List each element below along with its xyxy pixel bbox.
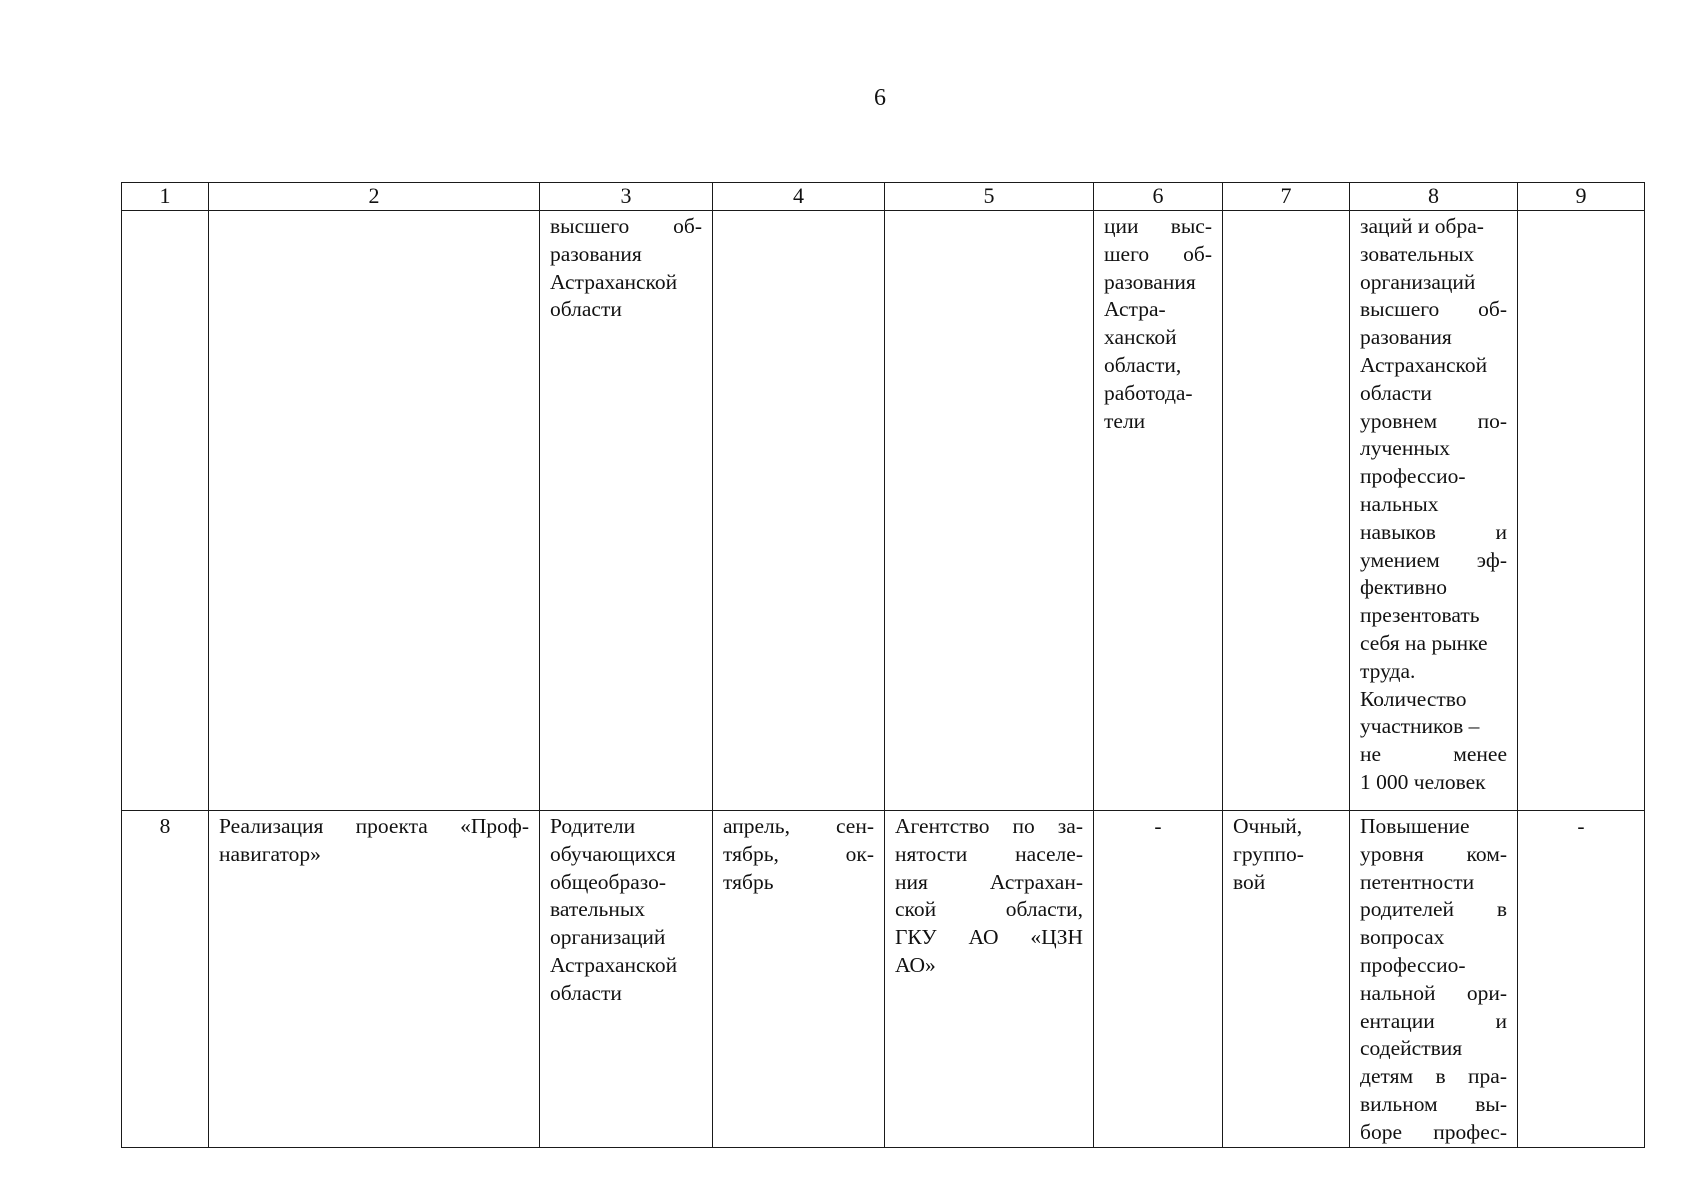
text-line: родителей в [1360,897,1507,922]
text-line: навигатор» [219,841,321,866]
text-line: Астра- [1104,297,1166,322]
continued-cell-participants [540,211,713,811]
table-row-continued [122,211,1645,811]
column-number-header-row [122,183,1645,211]
text-line: АО» [895,952,936,977]
text-line: лученных [1360,436,1451,461]
continued-cell-col6 [1094,211,1223,811]
text-line: вопросах [1360,925,1445,950]
continued-cell-executors [885,211,1094,811]
text-line: нятости населе- [895,841,1083,866]
row-8-number: 8 [122,811,209,1148]
row-8-form [1223,811,1350,1148]
text-line: области [550,297,622,322]
text-line: труда. [1360,658,1416,683]
text-line: работода- [1104,380,1193,405]
column-header-1: 1 [122,183,209,211]
text-line: ГКУ АО «ЦЗН [895,925,1083,950]
text-line: боре профес- [1360,1119,1507,1144]
continued-cell-result [1350,211,1518,811]
text-line: петентности [1360,869,1475,894]
text-line: ния Астрахан- [895,869,1083,894]
continued-cell-number [122,211,209,811]
text-line: обучающихся [550,841,676,866]
text-line: высшего об- [550,214,702,238]
text-line: области, [1104,352,1182,377]
text-line: умением эф- [1360,547,1507,572]
row-8-col9-dash: - [1518,811,1645,1148]
text-line: навыков и [1360,519,1507,544]
text-line: уровня ком- [1360,841,1507,866]
row-8-result [1350,811,1518,1148]
row-8-col6-dash: - [1094,811,1223,1148]
text-line: ханской [1104,325,1177,350]
text-line: Родители [550,814,636,838]
text-line: заций и обра- [1360,214,1484,238]
text-line: вательных [550,897,646,922]
column-header-6: 6 [1094,183,1223,211]
text-line: группо- [1233,841,1304,866]
text-line: участников – [1360,714,1480,739]
page-number: 6 [874,85,886,111]
text-line: нальных [1360,491,1439,516]
text-line: Агентство по за- [895,814,1083,838]
text-line: профессио- [1360,952,1466,977]
row-8-dates [713,811,885,1148]
text-line: апрель, сен- [723,814,874,838]
text-line: ции выс- [1104,214,1212,238]
text-line: содействия [1360,1036,1463,1061]
text-line: шего об- [1104,241,1212,266]
text-line: общеобразо- [550,869,667,894]
column-header-4: 4 [713,183,885,211]
text-line: 1 000 человек [1360,769,1486,794]
text-line: фективно [1360,575,1447,600]
text-line: нальной ори- [1360,980,1507,1005]
text-line: Реализация проекта «Проф- [219,814,529,838]
column-header-9: 9 [1518,183,1645,211]
text-line: Количество [1360,686,1467,711]
text-line: не менее [1360,742,1507,767]
text-line: разования [1360,325,1452,350]
text-line: презентовать [1360,603,1480,628]
continued-cell-col9 [1518,211,1645,811]
text-line: Астраханской [1360,352,1488,377]
column-header-2: 2 [209,183,540,211]
text-line: разования [550,241,642,266]
row-8-participants [540,811,713,1148]
text-line: разования [1104,269,1196,294]
text-line: себя на рынке [1360,630,1488,655]
text-line: профессио- [1360,464,1466,489]
text-line: организаций [1360,269,1476,294]
text-line: ской области, [895,897,1083,922]
column-header-7: 7 [1223,183,1350,211]
text-line: Очный, [1233,814,1303,838]
continued-cell-dates [713,211,885,811]
text-line: ентации и [1360,1008,1507,1033]
text-line: области [550,980,622,1005]
continued-cell-form [1223,211,1350,811]
text-line: уровнем по- [1360,408,1507,433]
table-row-8 [122,811,1645,1148]
text-line: вой [1233,869,1266,894]
column-header-5: 5 [885,183,1094,211]
continued-cell-title [209,211,540,811]
text-line: тябрь [723,869,774,894]
text-line: Астраханской [550,952,678,977]
row-8-executors [885,811,1094,1148]
text-line: области [1360,380,1432,405]
text-line: вильном вы- [1360,1091,1507,1116]
text-line: тябрь, ок- [723,841,874,866]
text-line: высшего об- [1360,297,1507,322]
text-line: Повышение [1360,814,1470,838]
text-line: тели [1104,408,1146,433]
column-header-3: 3 [540,183,713,211]
text-line: организаций [550,925,666,950]
column-header-8: 8 [1350,183,1518,211]
text-line: детям в пра- [1360,1064,1507,1089]
row-8-title [209,811,540,1148]
text-line: зовательных [1360,241,1475,266]
plan-table [121,182,1645,1148]
text-line: Астраханской [550,269,678,294]
